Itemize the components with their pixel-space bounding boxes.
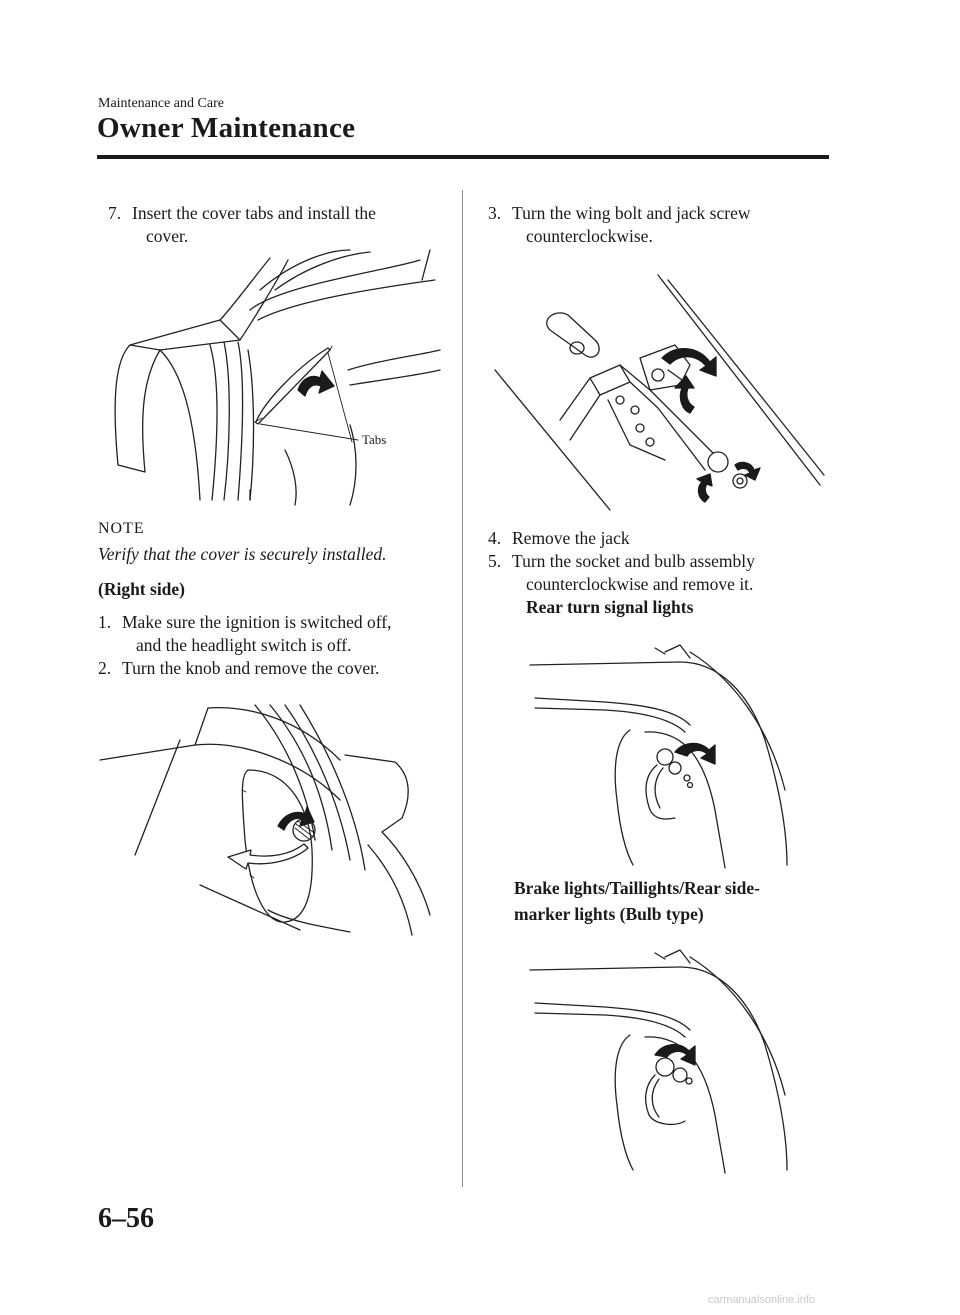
step-number: 3. — [488, 203, 502, 223]
figure-jack — [490, 270, 830, 515]
step-number: 5. — [488, 551, 502, 571]
figure-brake-light-socket — [525, 945, 815, 1175]
step-7 — [108, 202, 448, 248]
section-title: Maintenance and Care — [98, 96, 224, 111]
step-text: Insert the cover tabs and install the — [132, 203, 376, 223]
brake-lights-heading-2: marker lights (Bulb type) — [514, 904, 704, 924]
brake-lights-heading-1: Brake lights/Taillights/Rear side- — [514, 878, 760, 898]
step-text: Turn the wing bolt and jack screw — [512, 203, 751, 223]
page-number: 6–56 — [98, 1203, 154, 1234]
step-number: 1. — [98, 612, 112, 632]
step-text: Turn the knob and remove the cover. — [122, 658, 380, 678]
rear-turn-signal-heading: Rear turn signal lights — [526, 597, 694, 617]
step-5 — [488, 550, 828, 596]
step-text-cont: cover. — [146, 226, 189, 246]
step-3 — [488, 202, 828, 248]
watermark: carmanualsonline.info — [708, 1294, 816, 1306]
step-text-cont: counterclockwise. — [526, 226, 653, 246]
step-number: 4. — [488, 528, 502, 548]
step-text: Remove the jack — [512, 528, 630, 548]
step-number: 2. — [98, 658, 112, 678]
step-text-cont: counterclockwise and remove it. — [526, 574, 754, 594]
figure-cover-install — [100, 250, 440, 505]
step-2 — [98, 657, 450, 680]
step-number: 7. — [108, 203, 122, 223]
figure-rear-turn-socket — [525, 640, 815, 870]
column-divider — [462, 190, 463, 1187]
step-1 — [98, 611, 450, 657]
tabs-label: Tabs — [362, 432, 387, 447]
step-text: Turn the socket and bulb assembly — [512, 551, 755, 571]
figure-knob-cover — [100, 700, 440, 940]
header-rule — [97, 155, 829, 159]
step-text: Make sure the ignition is switched off, — [122, 612, 392, 632]
chapter-title: Owner Maintenance — [97, 112, 356, 144]
step-4 — [488, 527, 828, 550]
step-text-cont: and the headlight switch is off. — [136, 635, 352, 655]
right-side-heading: (Right side) — [98, 579, 186, 599]
note-text: Verify that the cover is securely installed. — [98, 544, 387, 564]
note-heading: NOTE — [98, 520, 145, 537]
